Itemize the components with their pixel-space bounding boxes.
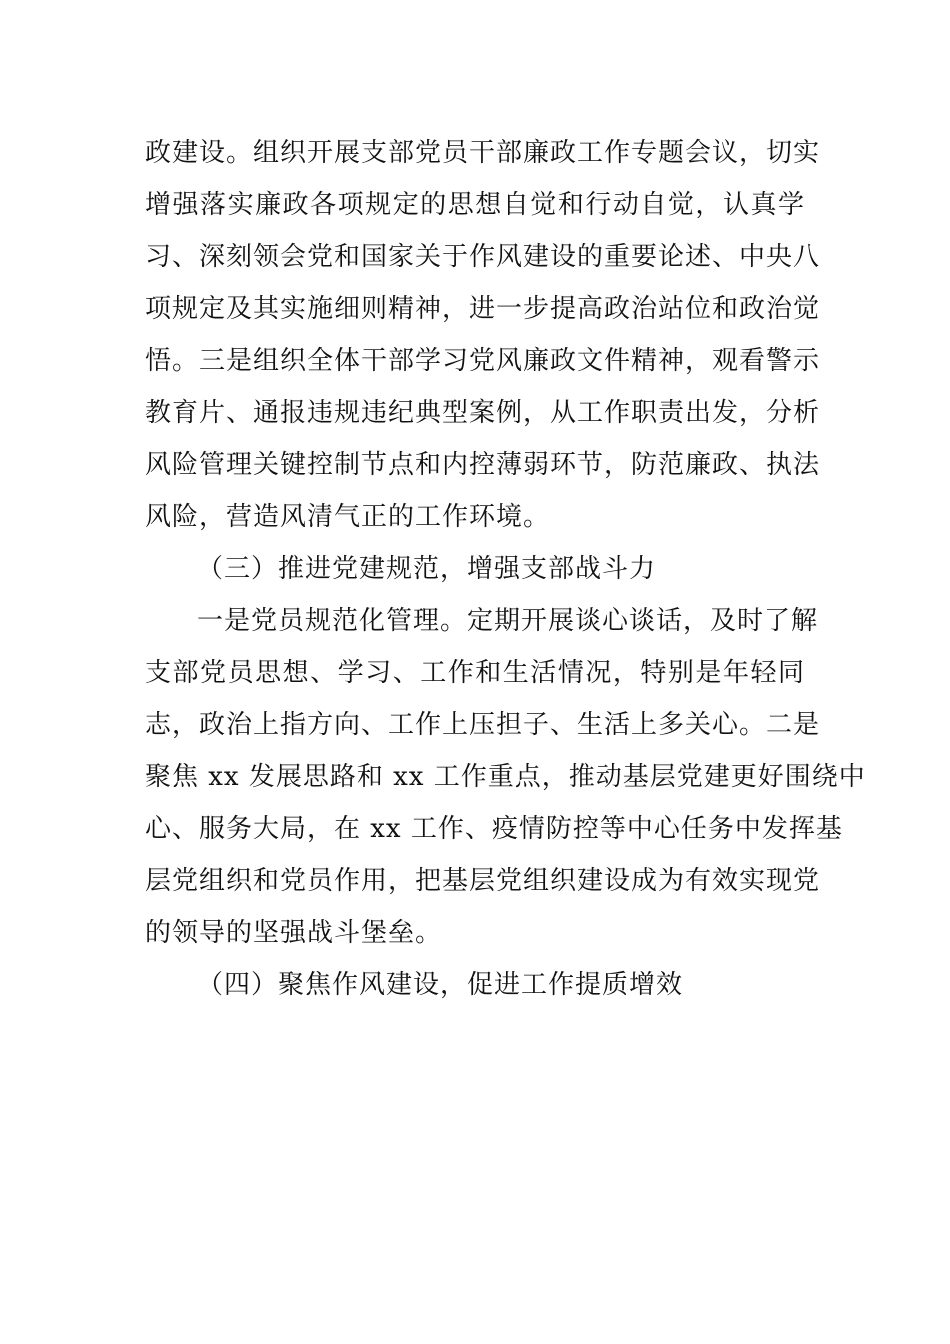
paragraph-1-line-6: 教育片、通报违规违纪典型案例，从工作职责出发，分析 <box>145 398 821 428</box>
paragraph-2-line-3: 志，政治上指方向、工作上压担子、生活上多关心。二是 <box>145 710 821 740</box>
paragraph-1-line-2: 增强落实廉政各项规定的思想自觉和行动自觉，认真学 <box>145 190 805 220</box>
paragraph-1-line-3: 习、深刻领会党和国家关于作风建设的重要论述、中央八 <box>145 242 821 272</box>
section-heading-3: （三）推进党建规范，增强支部战斗力 <box>197 554 657 584</box>
paragraph-2-line-7: 的领导的坚强战斗堡垒。 <box>145 918 443 948</box>
paragraph-1-line-8: 风险，营造风清气正的工作环境。 <box>145 502 551 532</box>
paragraph-2-line-5: 心、服务大局，在 xx 工作、疫情防控等中心任务中发挥基 <box>145 814 843 844</box>
paragraph-2-line-4: 聚焦 xx 发展思路和 xx 工作重点，推动基层党建更好围绕中 <box>145 762 866 792</box>
paragraph-2-line-2: 支部党员思想、学习、工作和生活情况，特别是年轻同 <box>145 658 805 688</box>
paragraph-2-line-6: 层党组织和党员作用，把基层党组织建设成为有效实现党 <box>145 866 821 896</box>
paragraph-2-line-1: 一是党员规范化管理。定期开展谈心谈话，及时了解 <box>197 606 819 636</box>
paragraph-1-line-1: 政建设。组织开展支部党员干部廉政工作专题会议，切实 <box>145 138 821 168</box>
section-heading-4: （四）聚焦作风建设，促进工作提质增效 <box>197 970 684 1000</box>
paragraph-1-line-5: 悟。三是组织全体干部学习党风廉政文件精神，观看警示 <box>145 346 821 376</box>
paragraph-1-line-4: 项规定及其实施细则精神，进一步提高政治站位和政治觉 <box>145 294 821 324</box>
paragraph-1-line-7: 风险管理关键控制节点和内控薄弱环节，防范廉政、执法 <box>145 450 821 480</box>
